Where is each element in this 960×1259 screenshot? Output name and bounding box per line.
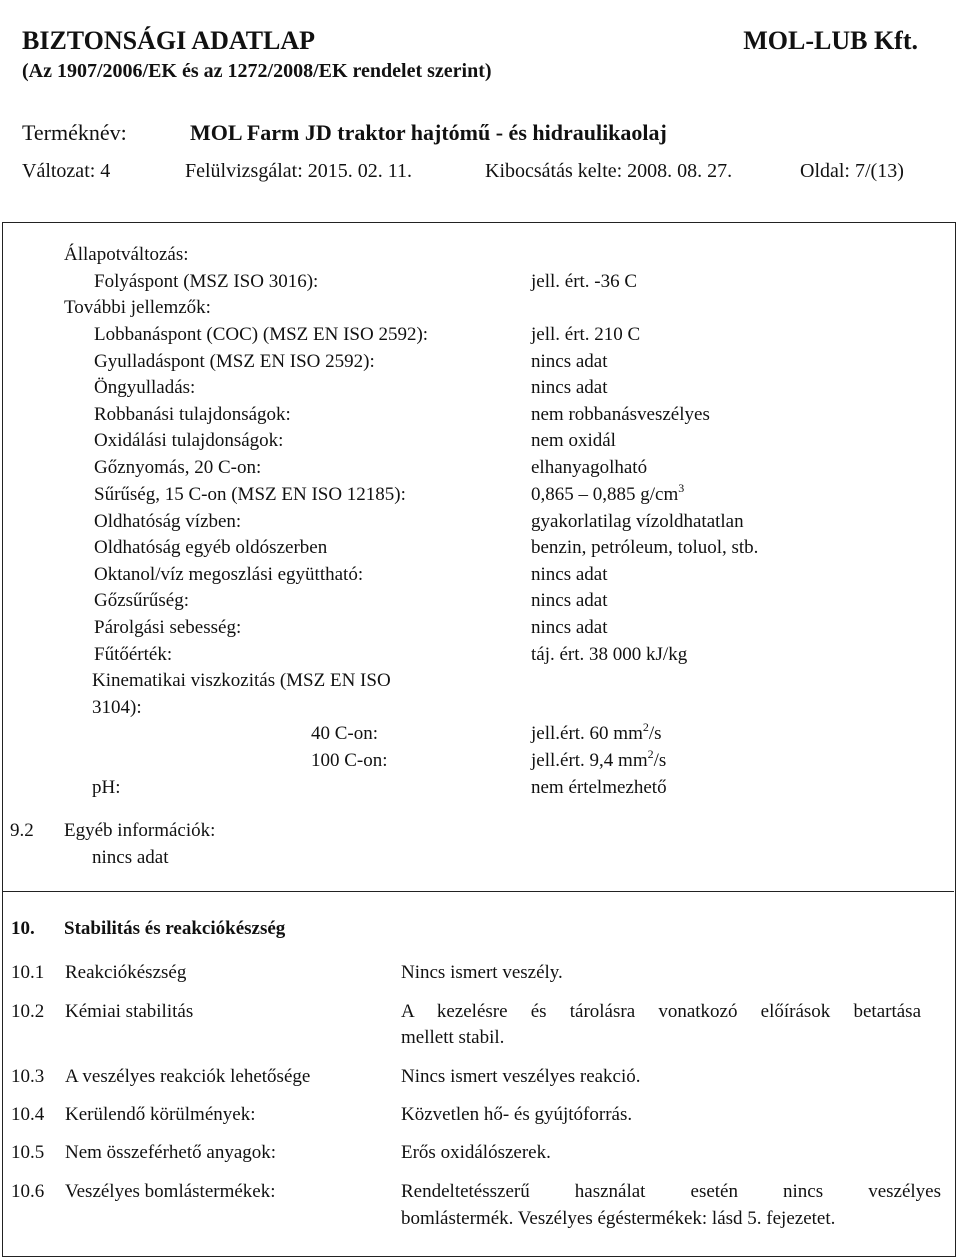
oxidizing-label: Oxidálási tulajdonságok: — [94, 430, 284, 451]
density-exponent: 3 — [678, 481, 685, 495]
item-10-5-value: Erős oxidálószerek. — [401, 1142, 551, 1163]
item-10-6-number: 10.6 — [11, 1181, 45, 1202]
item-10-5-label: Nem összeférhető anyagok: — [65, 1142, 277, 1163]
version: Változat: 4 — [22, 160, 111, 182]
viscosity-label-line2: 3104): — [92, 697, 142, 718]
water-solubility-value: gyakorlatilag vízoldhatatlan — [531, 511, 744, 532]
company-name: MOL-LUB Kft. — [743, 26, 918, 55]
density-label: Sűrűség, 15 C-on (MSZ EN ISO 12185): — [94, 484, 406, 505]
viscosity-40-exponent: 2 — [642, 720, 649, 734]
item-10-3-number: 10.3 — [11, 1066, 45, 1087]
item-10-1-label: Reakciókészség — [65, 962, 187, 983]
regulation-subtitle: (Az 1907/2006/EK és az 1272/2008/EK rendelet szerint) — [22, 60, 492, 82]
viscosity-40-unit: /s — [648, 723, 662, 744]
item-10-1-number: 10.1 — [11, 962, 45, 983]
item-10-6-value-line1: Rendeltetésszerű használat esetén nincs veszélyes — [401, 1181, 941, 1202]
partition-label: Oktanol/víz megoszlási együttható: — [94, 564, 364, 585]
heating-value: táj. ért. 38 000 kJ/kg — [531, 644, 688, 665]
fire-point-value: nincs adat — [531, 351, 608, 372]
page-number: Oldal: 7/(13) — [800, 160, 904, 182]
viscosity-100-number: jell.ért. 9,4 mm — [531, 750, 648, 771]
section-10-title: Stabilitás és reakciókészség — [64, 918, 286, 939]
viscosity-100-label: 100 C-on: — [311, 750, 388, 771]
pour-point-value: jell. ért. -36 C — [531, 271, 638, 292]
explosive-label: Robbanási tulajdonságok: — [94, 404, 291, 425]
explosive-value: nem robbanásveszélyes — [531, 404, 710, 425]
flash-point-label: Lobbanáspont (COC) (MSZ EN ISO 2592): — [94, 324, 429, 345]
evaporation-label: Párolgási sebesség: — [94, 617, 242, 638]
product-name: MOL Farm JD traktor hajtómű - és hidraulikaolaj — [190, 120, 667, 145]
ph-value: nem értelmezhető — [531, 777, 667, 798]
viscosity-label-line1: Kinematikai viszkozitás (MSZ EN ISO — [92, 670, 391, 691]
item-10-2-label: Kémiai stabilitás — [65, 1001, 194, 1022]
item-10-4-label: Kerülendő körülmények: — [65, 1104, 256, 1125]
review-date: Felülvizsgálat: 2015. 02. 11. — [185, 160, 413, 182]
density-number: 0,865 – 0,885 g/cm — [531, 484, 679, 505]
item-10-4-number: 10.4 — [11, 1104, 45, 1125]
partition-value: nincs adat — [531, 564, 608, 585]
content-box — [2, 222, 956, 1257]
viscosity-40-label: 40 C-on: — [311, 723, 379, 744]
item-10-4-value: Közvetlen hő- és gyújtóforrás. — [401, 1104, 633, 1125]
flash-point-value: jell. ért. 210 C — [531, 324, 641, 345]
section-9-2-number: 9.2 — [10, 820, 34, 841]
document-title: BIZTONSÁGI ADATLAP — [22, 26, 316, 55]
viscosity-40-number: jell.ért. 60 mm — [531, 723, 643, 744]
viscosity-100-value — [531, 747, 667, 772]
item-10-6-value-line2: bomlástermék. Veszélyes égéstermékek: lásd 5. fejezetet. — [401, 1208, 836, 1229]
product-label: Terméknév: — [22, 120, 127, 145]
vapour-density-label: Gőzsűrűség: — [94, 590, 189, 611]
section-divider — [3, 891, 954, 892]
autoignition-value: nincs adat — [531, 377, 608, 398]
vapour-density-value: nincs adat — [531, 590, 608, 611]
other-solubility-label: Oldhatóság egyéb oldószerben — [94, 537, 328, 558]
item-10-6-label: Veszélyes bomlástermékek: — [65, 1181, 276, 1202]
evaporation-value: nincs adat — [531, 617, 608, 638]
other-solubility-value: benzin, petróleum, toluol, stb. — [531, 537, 759, 558]
viscosity-40-value — [531, 720, 662, 745]
item-10-2-number: 10.2 — [11, 1001, 45, 1022]
water-solubility-label: Oldhatóság vízben: — [94, 511, 242, 532]
vapour-pressure-label: Gőznyomás, 20 C-on: — [94, 457, 262, 478]
item-10-2-value-line2: mellett stabil. — [401, 1027, 505, 1048]
item-10-3-label: A veszélyes reakciók lehetősége — [65, 1066, 311, 1087]
vapour-pressure-value: elhanyagolható — [531, 457, 648, 478]
issue-date: Kibocsátás kelte: 2008. 08. 27. — [485, 160, 733, 182]
section-9-2-title: Egyéb információk: — [64, 820, 216, 841]
viscosity-100-unit: /s — [653, 750, 667, 771]
item-10-2-value-line1: A kezelésre és tárolásra vonatkozó előírások betartása — [401, 1001, 921, 1022]
oxidizing-value: nem oxidál — [531, 430, 616, 451]
autoignition-label: Öngyulladás: — [94, 377, 196, 398]
pour-point-label: Folyáspont (MSZ ISO 3016): — [94, 271, 319, 292]
section-10-number: 10. — [11, 918, 35, 939]
density-value — [531, 481, 685, 506]
item-10-1-value: Nincs ismert veszély. — [401, 962, 563, 983]
state-change-heading: Állapotváltozás: — [64, 244, 189, 265]
viscosity-100-exponent: 2 — [647, 747, 654, 761]
further-props-heading: További jellemzők: — [64, 297, 211, 318]
item-10-3-value: Nincs ismert veszélyes reakció. — [401, 1066, 641, 1087]
item-10-5-number: 10.5 — [11, 1142, 45, 1163]
section-9-2-value: nincs adat — [92, 847, 169, 868]
fire-point-label: Gyulladáspont (MSZ EN ISO 2592): — [94, 351, 375, 372]
ph-label: pH: — [92, 777, 121, 798]
heating-label: Fűtőérték: — [94, 644, 173, 665]
